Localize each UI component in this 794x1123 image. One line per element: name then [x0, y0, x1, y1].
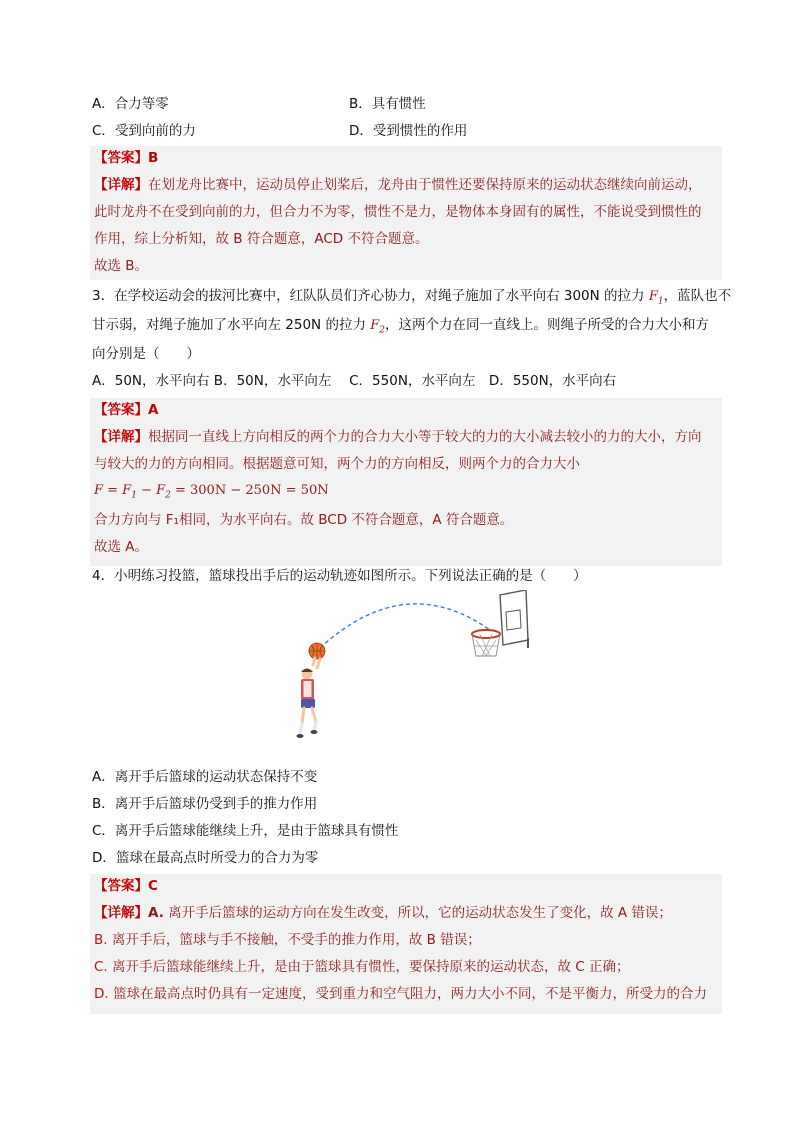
- q4-number: 4．: [92, 568, 115, 584]
- q3-conclusion: 故选 A。: [94, 539, 149, 555]
- q3-force-1: $F_1$: [648, 289, 664, 307]
- q2-option-c: C．受到向前的力: [92, 123, 196, 139]
- basketball-figure: [290, 590, 530, 755]
- q3-options: A．50N，水平向右 B．50N，水平向左 C．550N，水平向左 D．550N，水平向右: [92, 373, 617, 389]
- q4-option-d: D．篮球在最高点时所受力的合力为零: [92, 850, 319, 866]
- q4-answer-box: [90, 874, 722, 1014]
- q3-detail-line-2: 与较大的力的方向相同。根据题意可知，两个力的方向相反，则两个力的合力大小: [94, 456, 580, 472]
- q3-answer: 【答案】A: [94, 402, 159, 418]
- q3-stem-line-1: 3．在学校运动会的拔河比赛中，红队队员们齐心协力，对绳子施加了水平向右 300N 的拉力 $F_1$，蓝队也不: [92, 288, 732, 307]
- q3-answer-box: [90, 398, 722, 566]
- q2-option-a: A．合力等零: [92, 96, 169, 112]
- q3-number: 3．: [92, 288, 115, 304]
- trajectory-path: [320, 604, 490, 648]
- q4-option-b: B．离开手后篮球仍受到手的推力作用: [92, 796, 318, 812]
- q2-option-b: B．具有惯性: [349, 96, 426, 112]
- q4-answer: 【答案】C: [94, 878, 158, 894]
- q2-detail-line-2: 此时龙舟不在受到向前的力，但合力不为零，惯性不是力，是物体本身固有的属性，不能说受到惯性的: [94, 204, 702, 220]
- q4-option-c: C．离开手后篮球能继续上升，是由于篮球具有惯性: [92, 823, 399, 839]
- q4-detail-line-a: 【详解】A. 离开手后篮球的运动方向在发生改变，所以，它的运动状态发生了变化，故 A 错误；: [94, 905, 672, 921]
- q3-force-2: $F_2$: [370, 318, 386, 336]
- q4-detail-line-b: B. 离开手后，篮球与手不接触，不受手的推力作用，故 B 错误；: [94, 932, 481, 948]
- q3-formula: $F = F_1 - F_2 = 300N - 250N = 50N$: [94, 483, 329, 501]
- q2-detail-line-1: 【详解】在划龙舟比赛中，运动员停止划桨后，龙舟由于惯性还要保持原来的运动状态继续向前运动，: [94, 177, 702, 193]
- q4-option-a: A．离开手后篮球的运动状态保持不变: [92, 769, 318, 785]
- q3-stem-line-3: 向分别是（ ）: [92, 346, 200, 362]
- q3-stem-line-2: 甘示弱，对绳子施加了水平向左 250N 的拉力 $F_2$，这两个力在同一直线上。则绳子所受的合力大小和方: [92, 317, 710, 336]
- q2-answer-box: [90, 146, 722, 280]
- player-icon: [297, 658, 321, 738]
- q2-option-d: D．受到惯性的作用: [349, 123, 468, 139]
- q2-conclusion: 故选 B。: [94, 258, 149, 274]
- q4-detail-line-d: D. 篮球在最高点时仍具有一定速度，受到重力和空气阻力，两力大小不同，不是平衡力，所受力的合力: [94, 986, 707, 1002]
- q2-detail-line-3: 作用，综上分析知，故 B 符合题意，ACD 不符合题意。: [94, 231, 429, 247]
- q4-stem: 4．小明练习投篮，篮球投出手后的运动轨迹如图所示。下列说法正确的是（ ）: [92, 568, 587, 584]
- basketball-icon: [309, 643, 325, 659]
- q3-conclusion-line: 合力方向与 F₁相同，为水平向右。故 BCD 不符合题意，A 符合题意。: [94, 512, 514, 528]
- q4-detail-line-c: C. 离开手后篮球能继续上升，是由于篮球具有惯性，要保持原来的运动状态，故 C 正确；: [94, 959, 630, 975]
- q3-detail-line-1: 【详解】根据同一直线上方向相反的两个力的合力大小等于较大的力的大小减去较小的力的大小，方向: [94, 429, 702, 445]
- q2-answer: 【答案】B: [94, 150, 159, 166]
